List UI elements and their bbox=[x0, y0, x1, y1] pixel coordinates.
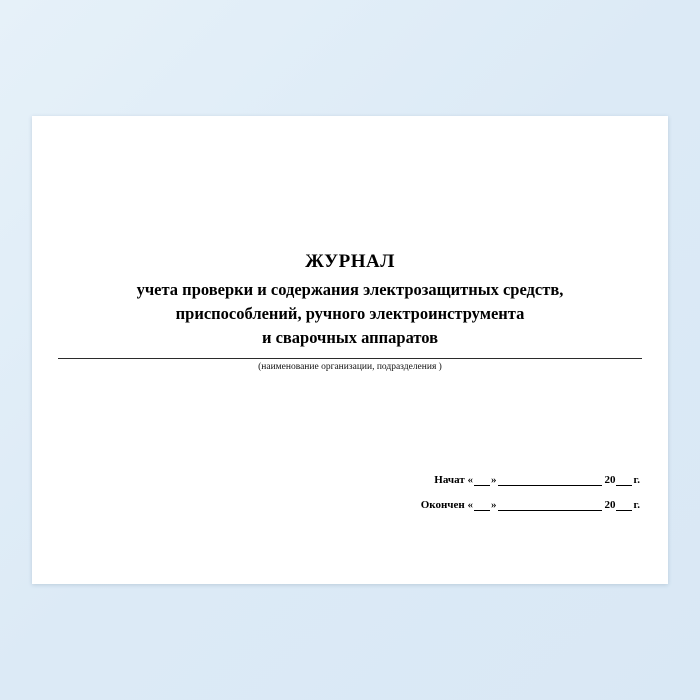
dates-block bbox=[310, 474, 640, 524]
start-year-field[interactable] bbox=[616, 474, 632, 486]
start-day-field[interactable] bbox=[474, 474, 490, 486]
end-month-field[interactable] bbox=[498, 499, 602, 511]
start-date-row bbox=[310, 474, 640, 486]
end-day-field[interactable] bbox=[474, 499, 490, 511]
end-date-row bbox=[310, 499, 640, 511]
start-quote-open: « bbox=[467, 474, 473, 486]
title-block bbox=[32, 250, 668, 350]
end-year-prefix: 20 bbox=[604, 499, 616, 511]
organization-field bbox=[58, 358, 642, 372]
page-subtitle bbox=[32, 278, 668, 350]
end-quote-open: « bbox=[467, 499, 473, 511]
page-title: ЖУРНАЛ bbox=[305, 251, 395, 272]
subtitle-line-2: приспособлений, ручного электроинструмента bbox=[175, 303, 525, 323]
document-page bbox=[32, 116, 668, 584]
end-year-field[interactable] bbox=[616, 499, 632, 511]
start-date-label: Начат bbox=[434, 474, 465, 486]
start-month-field[interactable] bbox=[498, 474, 602, 486]
end-date-label: Окончен bbox=[420, 499, 465, 511]
end-quote-close: » bbox=[490, 499, 497, 511]
end-year-suffix: г. bbox=[633, 499, 640, 511]
organization-caption: (наименование организации, подразделения ) bbox=[258, 362, 442, 372]
subtitle-line-3: и сварочных аппаратов bbox=[261, 327, 439, 347]
start-year-prefix: 20 bbox=[604, 474, 616, 486]
organization-input-rule[interactable] bbox=[58, 358, 642, 359]
start-quote-close: » bbox=[490, 474, 497, 486]
subtitle-line-1: учета проверки и содержания электрозащитных средств, bbox=[136, 279, 564, 299]
start-year-suffix: г. bbox=[633, 474, 640, 486]
